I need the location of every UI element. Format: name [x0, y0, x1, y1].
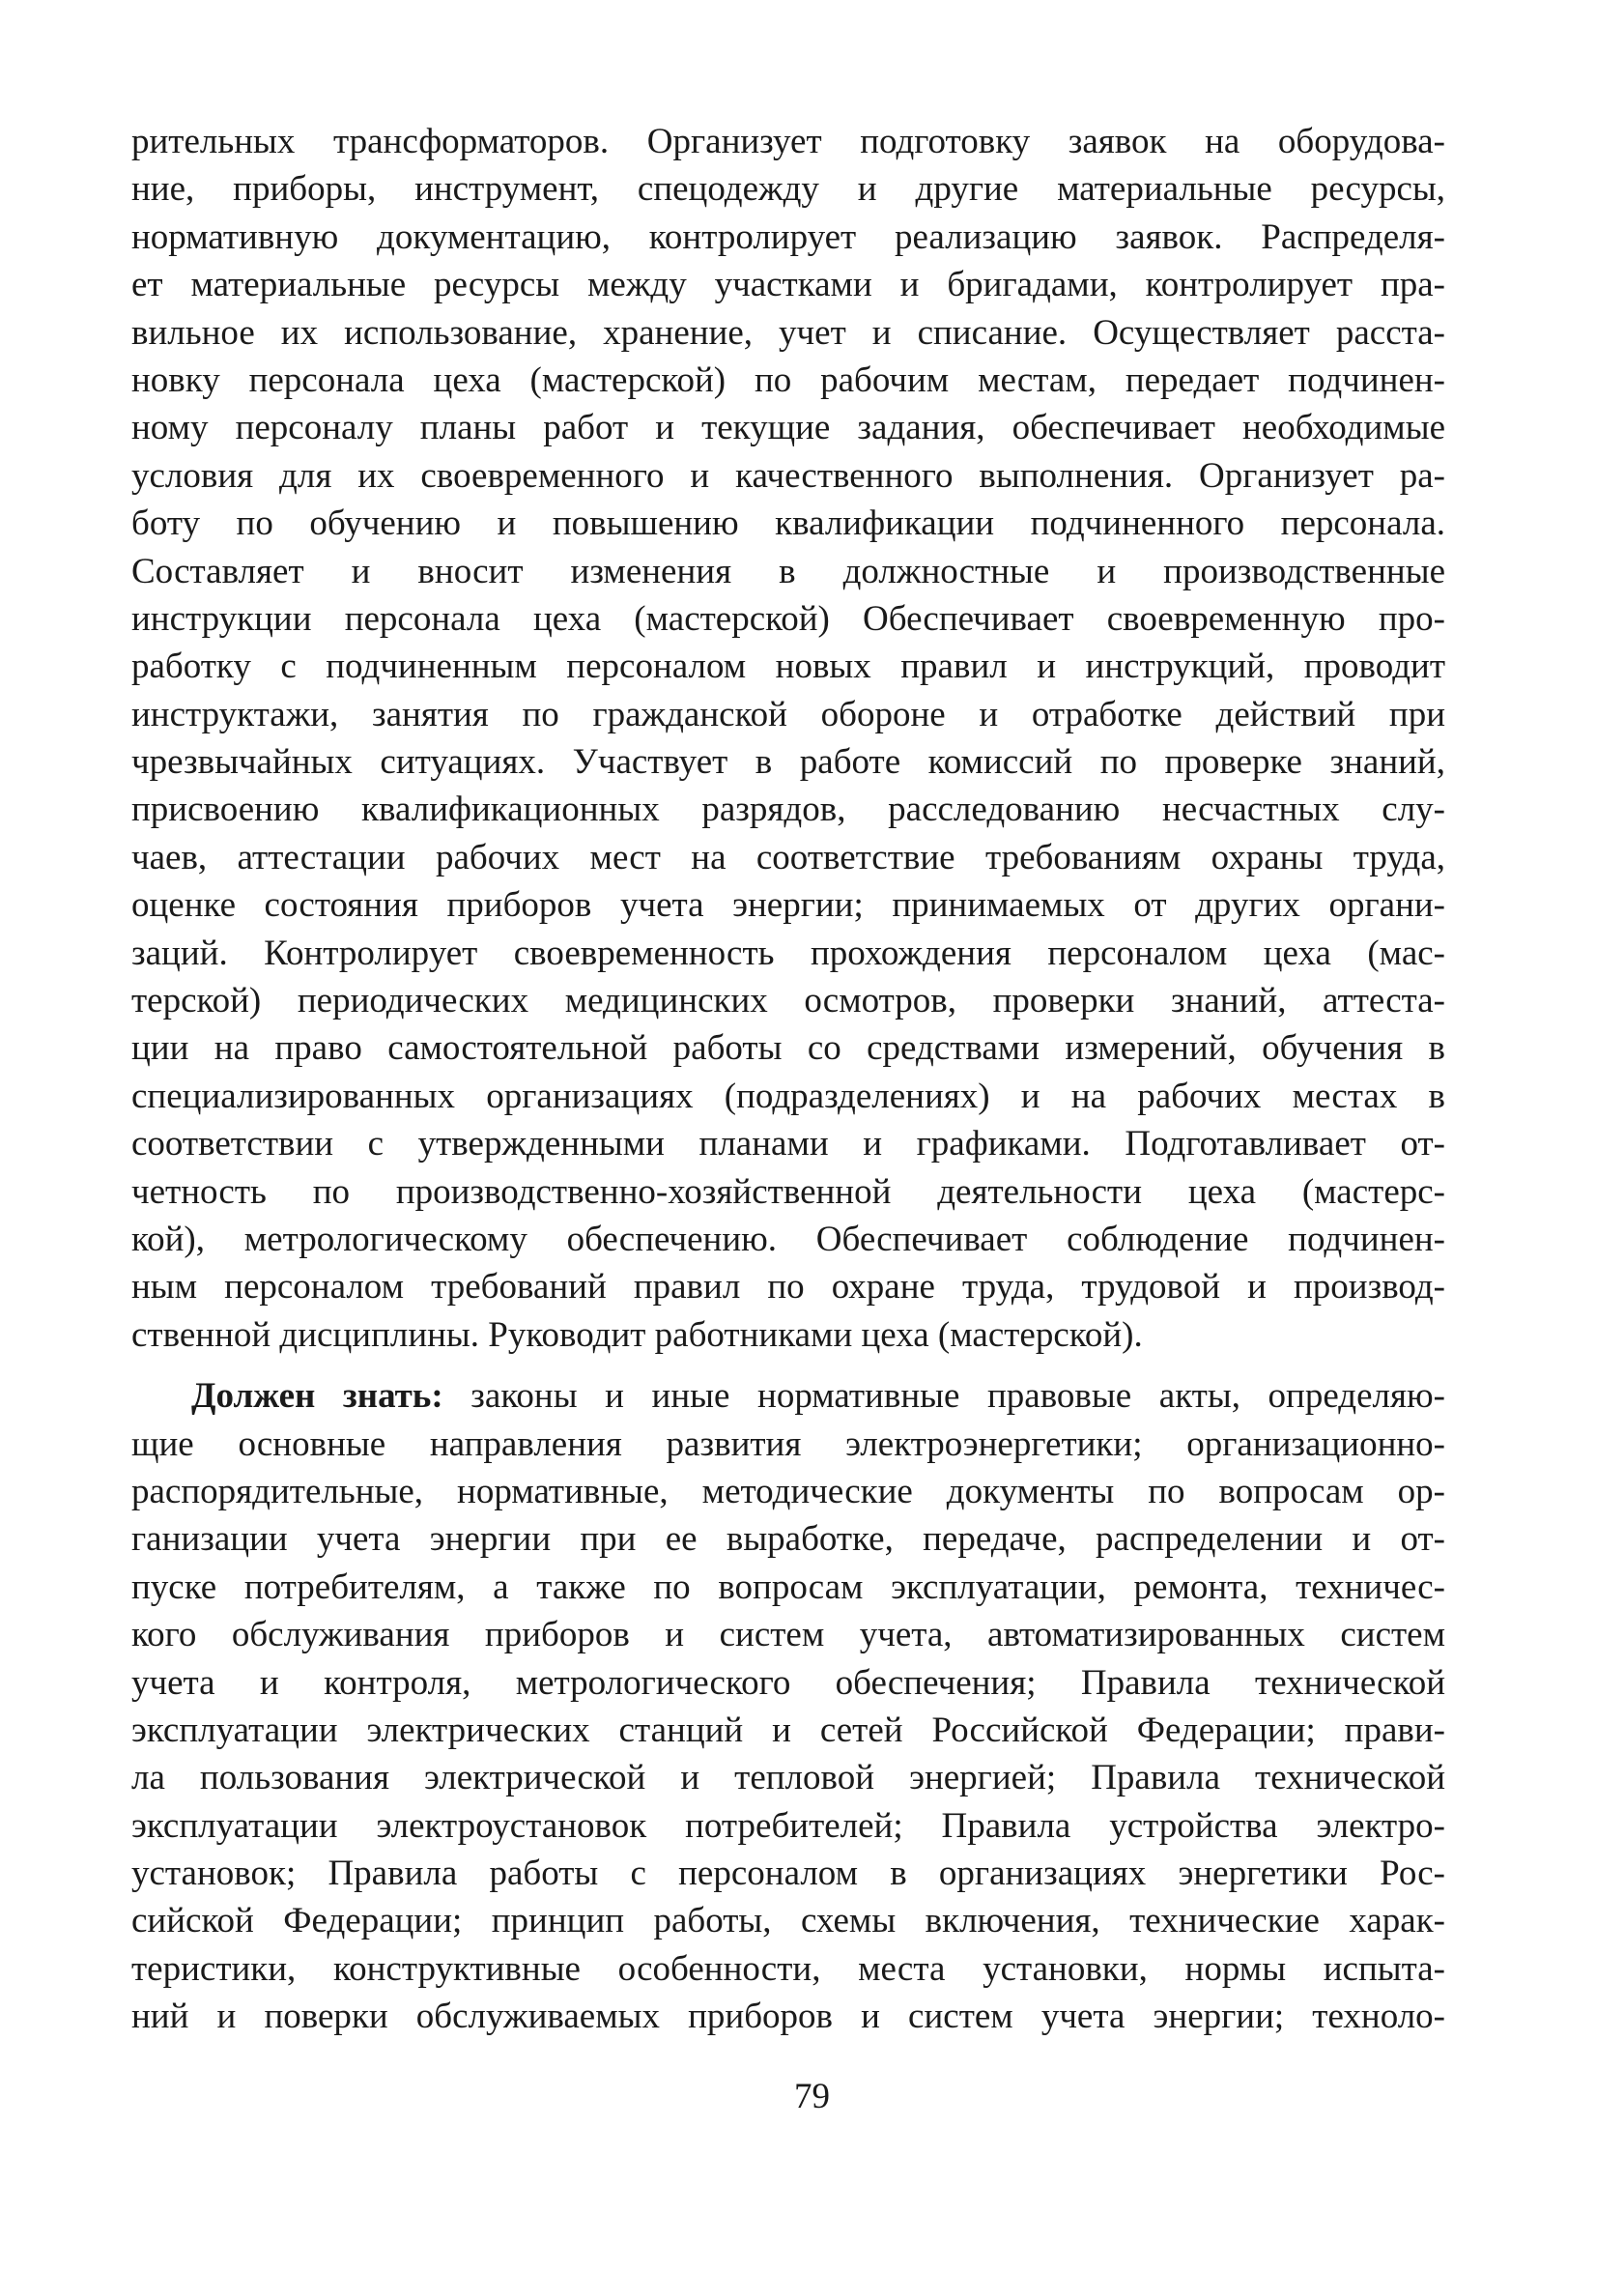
text-line: ции на право самостоятельной работы со средствами измерений, обучения в: [131, 1028, 1445, 1069]
text-line: четность по производственно-хозяйственной деятельности цеха (мастерс-: [131, 1171, 1445, 1212]
text-line: пуске потребителям, а также по вопросам эксплуатации, ремонта, техничес-: [131, 1567, 1445, 1607]
must-know-first-line-text: законы и иные нормативные правовые акты, определяю-: [442, 1376, 1445, 1417]
body-text: [131, 118, 1445, 2041]
text-line: чрезвычайных ситуациях. Участвует в работе комиссий по проверке знаний,: [131, 742, 1445, 783]
must-know-heading: Должен знать:: [191, 1376, 443, 1417]
text-line: соответствии с утвержденными планами и графиками. Подготавливает от-: [131, 1124, 1445, 1164]
text-line: присвоению квалификационных разрядов, расследованию несчастных слу-: [131, 790, 1445, 830]
text-line: ным персоналом требований правил по охране труда, трудовой и производ-: [131, 1267, 1445, 1308]
text-line: оценке состояния приборов учета энергии; принимаемых от других органи-: [131, 885, 1445, 926]
paragraph-must-know: [131, 1372, 1445, 2040]
text-line: ла пользования электрической и тепловой энергией; Правила технической: [131, 1758, 1445, 1798]
text-line: сийской Федерации; принцип работы, схемы включения, технические харак-: [131, 1901, 1445, 1941]
text-line: ние, приборы, инструмент, спецодежду и другие материальные ресурсы,: [131, 169, 1445, 210]
text-line: заций. Контролирует своевременность прохождения персоналом цеха (мас-: [131, 933, 1445, 973]
text-line: чаев, аттестации рабочих мест на соответствие требованиям охраны труда,: [131, 837, 1445, 877]
text-line: эксплуатации электроустановок потребителей; Правила устройства электро-: [131, 1805, 1445, 1846]
text-line: специализированных организациях (подразделениях) и на рабочих местах в: [131, 1076, 1445, 1116]
text-line: эксплуатации электрических станций и сетей Российской Федерации; прави-: [131, 1710, 1445, 1750]
text-line: ственной дисциплины. Руководит работниками цеха (мастерской).: [131, 1314, 1143, 1355]
text-line: боту по обучению и повышению квалификации подчиненного персонала.: [131, 503, 1445, 544]
text-line: ному персоналу планы работ и текущие задания, обеспечивает необходимые: [131, 408, 1445, 448]
page-number: 79: [794, 2077, 830, 2116]
text-line: работку с подчиненным персоналом новых правил и инструкций, проводит: [131, 647, 1445, 687]
text-line: ганизации учета энергии при ее выработке, передаче, распределении и от-: [131, 1519, 1445, 1560]
text-line: Составляет и вносит изменения в должностные и производственные: [131, 551, 1445, 591]
text-line: условия для их своевременного и качественного выполнения. Организует ра-: [131, 455, 1445, 496]
paragraph-first-line: [131, 1372, 1445, 1420]
text-line: ет материальные ресурсы между участками и бригадами, контролирует пра-: [131, 265, 1445, 305]
text-line: кого обслуживания приборов и систем учета, автоматизированных систем: [131, 1615, 1445, 1655]
text-line: новку персонала цеха (мастерской) по рабочим местам, передает подчинен-: [131, 359, 1445, 400]
text-line: инструктажи, занятия по гражданской обороне и отработке действий при: [131, 694, 1445, 734]
text-line: терской) периодических медицинских осмотров, проверки знаний, аттеста-: [131, 981, 1445, 1021]
text-line: учета и контроля, метрологического обеспечения; Правила технической: [131, 1662, 1445, 1703]
text-line: кой), метрологическому обеспечению. Обеспечивает соблюдение подчинен-: [131, 1219, 1445, 1259]
text-line: ний и поверки обслуживаемых приборов и систем учета энергии; техноло-: [131, 1997, 1445, 2037]
text-line: инструкции персонала цеха (мастерской) Обеспечивает своевременную про-: [131, 598, 1445, 639]
text-line: нормативную документацию, контролирует реализацию заявок. Распределя-: [131, 216, 1445, 257]
paragraph-duties: [131, 118, 1445, 1359]
text-line: распорядительные, нормативные, методические документы по вопросам ор-: [131, 1471, 1445, 1511]
text-line: щие основные направления развития электроэнергетики; организационно-: [131, 1423, 1445, 1464]
text-line: теристики, конструктивные особенности, места установки, нормы испыта-: [131, 1948, 1445, 1989]
text-line: вильное их использование, хранение, учет и списание. Осуществляет расста-: [131, 312, 1445, 353]
text-line: установок; Правила работы с персоналом в организациях энергетики Рос-: [131, 1854, 1445, 1894]
text-line: рительных трансформаторов. Организует подготовку заявок на оборудова-: [131, 122, 1445, 161]
